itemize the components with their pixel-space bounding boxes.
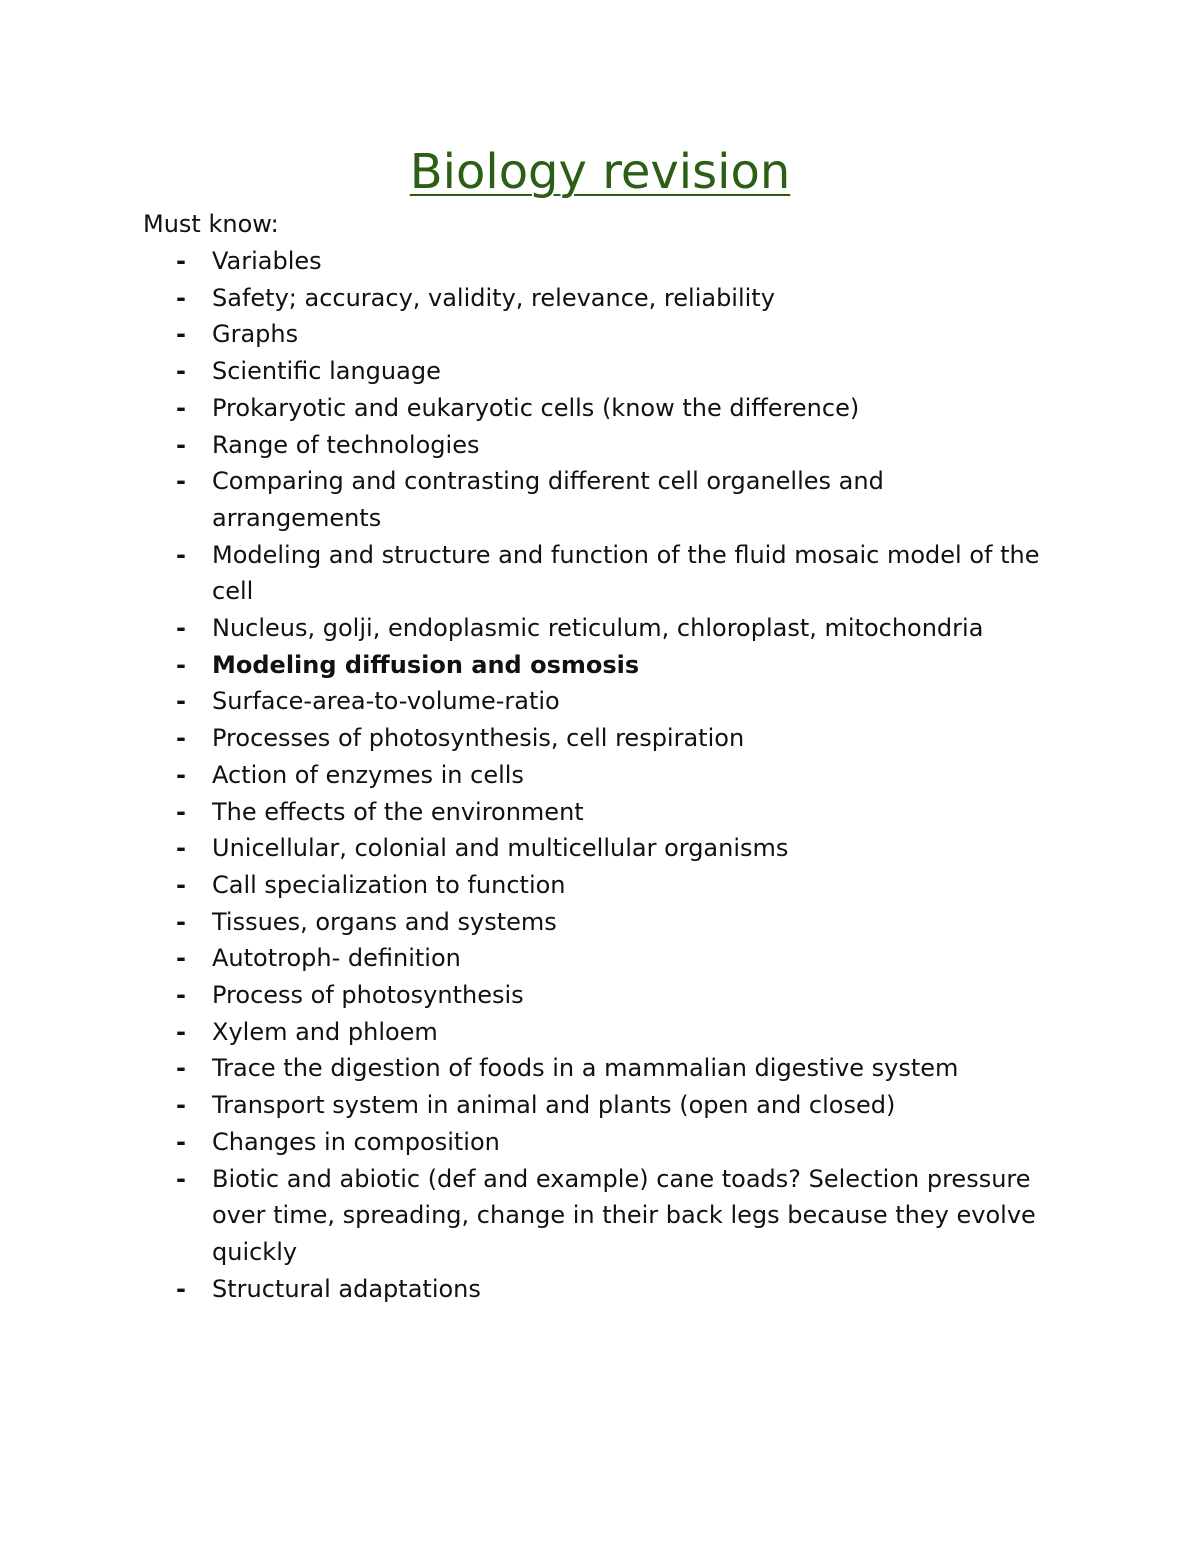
list-item-text: Call specialization to function (212, 870, 566, 899)
dash-bullet: - (176, 724, 186, 753)
dash-bullet: - (176, 1054, 186, 1083)
list-item-text: The effects of the environment (212, 797, 584, 826)
list-item-text: Process of photosynthesis (212, 981, 524, 1010)
list-item (176, 1050, 1056, 1087)
dash-bullet: - (176, 1164, 186, 1193)
list-item (176, 316, 1056, 353)
topic-list (176, 243, 1056, 1307)
list-item (176, 243, 1056, 280)
list-item-text: Variables (212, 247, 322, 275)
list-item-text: Processes of photosynthesis, cell respiration (212, 724, 745, 753)
dash-bullet: - (176, 247, 186, 275)
list-item-text: Trace the digestion of foods in a mammalian digestive system (212, 1054, 959, 1083)
list-item-text: Structural adaptations (212, 1274, 481, 1303)
dash-bullet: - (176, 1274, 186, 1303)
list-item (176, 794, 1056, 831)
list-item-text: Range of technologies (212, 430, 480, 459)
list-item-text: Modeling and structure and function of the fluid mosaic model of the cell (212, 540, 1040, 606)
list-item-text: Autotroph- definition (212, 944, 461, 973)
dash-bullet: - (176, 834, 186, 863)
dash-bullet: - (176, 614, 186, 643)
list-item (176, 830, 1056, 867)
list-item (176, 537, 1056, 610)
list-item (176, 427, 1056, 464)
list-item (176, 353, 1056, 390)
list-item-text: Unicellular, colonial and multicellular organisms (212, 834, 789, 863)
list-item-text: Xylem and phloem (212, 1017, 438, 1046)
dash-bullet: - (176, 870, 186, 899)
list-item-text: Comparing and contrasting different cell organelles and arrangements (212, 467, 884, 532)
dash-bullet: - (176, 283, 186, 312)
dash-bullet: - (176, 760, 186, 789)
dash-bullet: - (176, 1127, 186, 1156)
list-item-text: Biotic and abiotic (def and example) cane toads? Selection pressure over time, spreading, change in their back legs because they evolve quickly (212, 1164, 1036, 1266)
list-item-text: Nucleus, golji, endoplasmic reticulum, chloroplast, mitochondria (212, 614, 984, 643)
list-item (176, 280, 1056, 317)
dash-bullet: - (176, 797, 186, 826)
dash-bullet: - (176, 944, 186, 973)
list-item (176, 720, 1056, 757)
list-item-text: Safety; accuracy, validity, relevance, reliability (212, 283, 775, 312)
list-item (176, 463, 1056, 536)
dash-bullet: - (176, 907, 186, 936)
dash-bullet: - (176, 1017, 186, 1046)
list-item-text: Graphs (212, 320, 299, 349)
list-item-text: Transport system in animal and plants (open and closed) (212, 1091, 896, 1120)
dash-bullet: - (176, 357, 186, 386)
document-title: Biology revision (409, 144, 791, 200)
list-item-text: Changes in composition (212, 1127, 500, 1156)
dash-bullet: - (176, 981, 186, 1010)
dash-bullet: - (176, 540, 186, 569)
list-item (176, 977, 1056, 1014)
list-item (176, 1124, 1056, 1161)
list-item (176, 757, 1056, 794)
list-item-text: Action of enzymes in cells (212, 760, 524, 789)
list-item (176, 610, 1056, 647)
dash-bullet: - (176, 320, 186, 349)
list-item (176, 1087, 1056, 1124)
dash-bullet: - (176, 650, 186, 679)
list-item-text: Surface-area-to-volume-ratio (212, 687, 560, 716)
list-item-text: Scientific language (212, 357, 441, 386)
dash-bullet: - (176, 467, 186, 496)
list-item (176, 390, 1056, 427)
list-item (176, 1014, 1056, 1051)
list-item (176, 1161, 1056, 1271)
list-item (176, 867, 1056, 904)
list-item-text: Modeling diffusion and osmosis (212, 650, 640, 679)
list-item-text: Tissues, organs and systems (212, 907, 557, 936)
list-item (176, 904, 1056, 941)
list-item (176, 1271, 1056, 1308)
list-item (176, 647, 1056, 684)
list-item (176, 940, 1056, 977)
intro-label: Must know: (143, 210, 279, 238)
dash-bullet: - (176, 687, 186, 716)
dash-bullet: - (176, 1091, 186, 1120)
dash-bullet: - (176, 393, 186, 422)
list-item-text: Prokaryotic and eukaryotic cells (know the difference) (212, 393, 860, 422)
list-item (176, 683, 1056, 720)
dash-bullet: - (176, 430, 186, 459)
